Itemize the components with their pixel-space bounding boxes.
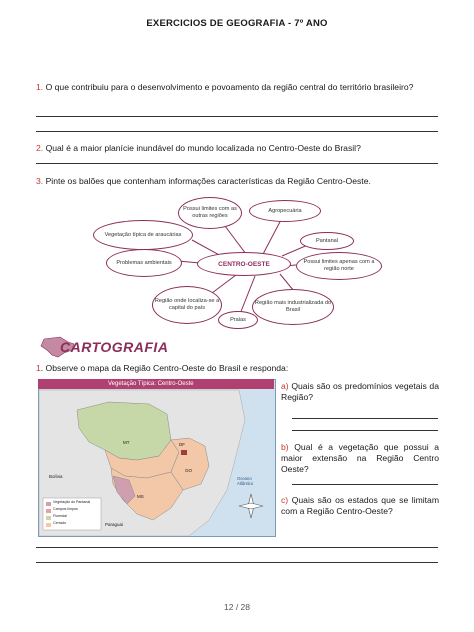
section-header [38,336,178,358]
question-2-text: Qual é a maior planície inundável do mundo localizada no Centro-Oeste do Brasil? [45,143,361,153]
question-1 [36,82,440,93]
question-3-number: 3. [36,176,44,186]
answer-line [36,131,438,132]
bubble-vegetacao-araucarias[interactable]: Vegetação típica de araucárias [93,220,193,250]
legend-pantanal: Vegetação do Pantanal [53,500,91,504]
bubble-problemas-ambientais[interactable]: Problemas ambientais [106,249,182,277]
map-drawing [39,380,275,536]
map-label-df: DF [179,442,185,447]
bubble-praias[interactable]: Praias [218,311,258,329]
map-label-ms: MS [137,494,144,499]
subquestion-b-letter: b) [281,442,289,452]
answer-line [292,430,438,431]
map-label-mt: MT [123,440,130,445]
page-number: 12 / 28 [224,602,250,612]
subquestion-c-letter: c) [281,495,289,505]
answer-line [36,116,438,117]
answer-line [36,547,438,548]
map-question-number: 1 [36,363,41,373]
legend-florestal: Florestal [53,514,67,518]
legend-cerrado: Cerrado [53,521,66,525]
subquestion-b [281,442,439,475]
answer-line [292,418,438,419]
center-bubble: CENTRO-OESTE [197,252,291,276]
question-2-number: 2. [36,143,44,153]
bubble-industrializada[interactable]: Região mais industrializada do Brasil [252,289,334,325]
subquestion-a [281,381,439,403]
question-2 [36,143,440,154]
map-label-go: GO [185,468,193,473]
answer-line [36,163,438,164]
answer-line [36,562,438,563]
map-question [36,363,440,374]
bubble-limites-norte[interactable]: Possui limites apenas com a região norte [296,252,382,280]
question-3-text: Pinte os balões que contenham informações características da Região Centro-Oeste. [45,176,371,186]
subquestion-b-text: Qual é a vegetação que possui a maior extensão na Região Centro Oeste? [281,442,440,474]
map-label-oceano: Oceano Atlântico [237,476,254,486]
subquestion-c-text: Quais são os estados que se limitam com a Região Centro-Oeste? [281,495,439,516]
section-title: CARTOGRAFIA [60,339,169,355]
question-1-text: O que contribuiu para o desenvolvimento e povoamento da região central do território brasileiro? [45,82,414,92]
bubble-limites-outras-regioes[interactable]: Possui limites com as outras regiões [178,197,242,229]
bubble-pantanal[interactable]: Pantanal [300,232,354,250]
page-title: EXERCICIOS DE GEOGRAFIA - 7º ANO [146,18,328,29]
map-label-paraguai: Paraguai [105,522,124,527]
subquestion-c [281,495,439,517]
map-figure [38,379,276,537]
legend-campos: Campos limpos [53,507,78,511]
subquestion-a-text: Quais são os predomínios vegetais da Região? [281,381,439,402]
map-question-text: . Observe o mapa da Região Centro-Oeste do Brasil e responda: [40,363,289,373]
bubble-capital-pais[interactable]: Região onde localiza-se a capital do país [152,286,222,324]
map-label-bolivia: Bolívia [49,474,63,479]
question-3 [36,176,440,187]
subquestion-a-letter: a) [281,381,289,391]
question-1-number: 1. [36,82,44,92]
answer-line [292,484,438,485]
map-title: Vegetação Típica: Centro-Oeste [38,379,274,389]
bubble-agropecuaria[interactable]: Agropecuária [249,200,321,222]
